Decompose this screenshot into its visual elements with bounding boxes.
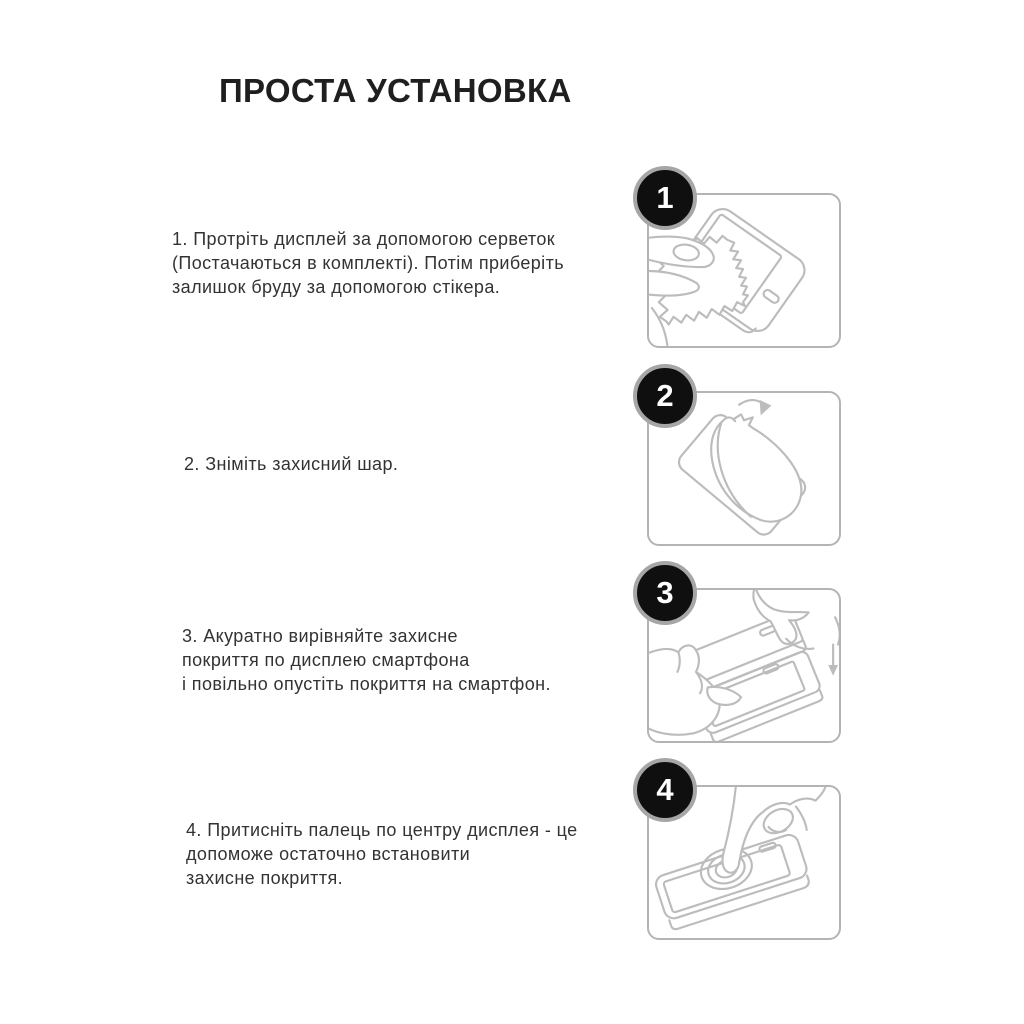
right-hand-edge [835,617,839,644]
instruction-line: покриття по дисплею смартфона [182,650,470,670]
step-1-illustration-panel [647,180,841,348]
instruction-line: 1. Протріть дисплей за допомогою серветок [172,229,556,249]
step-1-instructions [172,227,564,299]
step-2-instructions [184,452,398,476]
left-index-finger [707,687,741,705]
step-4-instructions [186,818,578,890]
instruction-line: 4. Притисніть палець по центру дисплея - це [186,820,578,840]
instruction-line: залишок бруду за допомогою стікера. [172,277,501,297]
step-1-badge [633,166,697,230]
step-number: 3 [656,575,674,610]
step-3-badge [633,561,697,625]
home-button [762,288,780,304]
instruction-line: і повільно опустіть покриття на смартфон. [182,674,551,694]
peel-arrow-head-icon [760,400,772,416]
step-2-illustration-panel [647,378,841,546]
step-number: 2 [656,378,674,413]
instruction-line: 2. Зніміть захисний шар. [184,454,399,474]
step-4-illustration-panel [647,772,841,940]
instruction-line: (Постачаються в комплекті). Потім приберіть [172,253,565,273]
step-number: 4 [656,772,674,807]
down-arrow-head-icon [828,665,838,676]
step-number: 1 [656,180,674,215]
step-4-badge [633,758,697,822]
step-3-illustration-panel [647,575,841,743]
step-3-instructions [182,624,551,696]
instruction-line: 3. Акуратно вирівняйте захисне [182,626,458,646]
step-2-badge [633,364,697,428]
instruction-line: захисне покриття. [186,868,344,888]
page-title: ПРОСТА УСТАНОВКА [219,72,572,109]
instruction-line: допоможе остаточно встановити [186,844,471,864]
